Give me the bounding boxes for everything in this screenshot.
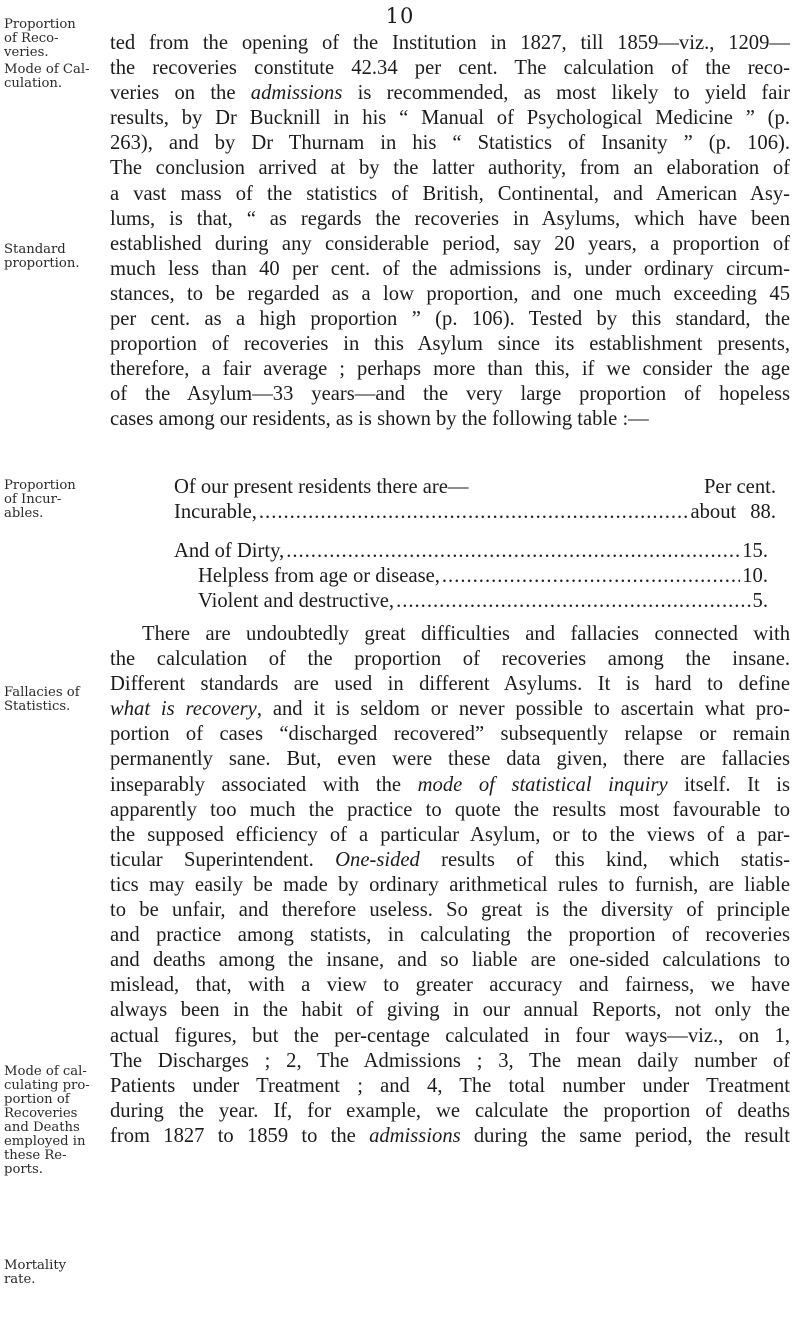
page-number: 10 [385,4,415,28]
table-label-violent: Violent and destructive, [198,590,395,612]
margin-note-proportion-incurables: Proportion of Incur-ables. [4,478,76,521]
table-label-dirty: And of Dirty, [174,540,285,562]
italic-text: admissions [250,82,343,105]
italic-text: One-sided [335,848,420,871]
table-value-dirty: 15. [742,540,768,562]
table-heading: Of our present residents there are— [174,476,469,498]
italic-text: mode of statistical inquiry [417,773,668,796]
text-line: lums, is that, “ as regards the recoveries in Asylums, which have been [110,207,790,230]
text-line: always been in the habit of giving in our annual Reports, not only the [110,999,790,1022]
text-line: 263), and by Dr Thurnam in his “ Statistics of Insanity ” (p. 106). [110,132,790,155]
italic-text: admissions [369,1124,461,1147]
text-line: of the Asylum—33 years—and the very large proportion of hopeless [110,383,790,406]
text-line: stances, to be regarded as a low proportion, and one much exceeding 45 [110,282,790,305]
text-line: apparently too much the practice to quote the results most favourable to [110,798,790,821]
text-line: much less than 40 per cent. of the admissions is, under ordinary circum- [110,257,790,280]
text-line: tics may easily be made by ordinary arithmetical rules to furnish, are liable [110,873,790,896]
text-line: during the year. If, for example, we calculate the proportion of deaths [110,1099,790,1122]
margin-note-mode-of-calculation: Mode of Cal-culation. [4,62,90,91]
table-value-violent: 5. [752,590,768,612]
leader-dots [442,564,740,589]
table-prefix-about: about [690,501,737,523]
text-line: Different standards are used in different Asylums. It is hard to define [110,673,790,696]
table-unit-header: Per cent. [703,476,776,498]
paragraph-fallacies [110,622,790,1149]
text-line: Patients under Treatment ; and 4, The total number under Treatment [110,1074,790,1097]
text-line: what is recovery, and it is seldom or never possible to ascertain what pro- [110,698,790,721]
text-line: The Discharges ; 2, The Admissions ; 3, The mean daily number of [110,1049,790,1072]
table-value-incurable: 88. [750,501,776,523]
margin-note-standard-proportion: Standard proportion. [4,242,80,271]
text-line: ticular Superintendent. One-sided results of this kind, which statis- [110,848,790,871]
table-row-dirty [174,539,768,564]
margin-note-fallacies: Fallacies of Statistics. [4,685,80,714]
leader-dots [259,500,689,525]
table-label-incurable: Incurable, [174,501,257,523]
text-line: results, by Dr Bucknill in his “ Manual of Psychological Medicine ” (p. [110,107,790,130]
text-line: the recoveries constitute 42.34 per cent. The calculation of the reco- [110,57,790,80]
table-heading-row [174,475,776,500]
text-line: There are undoubtedly great difficulties and fallacies connected with [142,623,790,645]
table-row-helpless [198,564,768,589]
text-line: therefore, a fair average ; perhaps more than this, if we consider the age [110,358,790,381]
text-line: a vast mass of the statistics of British, Continental, and American Asy- [110,182,790,205]
italic-text: what is recovery [110,698,257,721]
text-line: ted from the opening of the Institution in 1827, till 1859—viz., 1209— [110,32,790,54]
text-line: the calculation of the proportion of recoveries among the insane. [110,648,790,671]
text-line: The conclusion arrived at by the latter authority, from an elaboration of [110,157,790,180]
text-line: actual figures, but the per-centage calculated in four ways—viz., on 1, [110,1024,790,1047]
table-value-helpless: 10. [742,565,768,587]
text-line: inseparably associated with the mode of statistical inquiry itself. It is [110,773,790,796]
text-line: veries on the admissions is recommended, as most likely to yield fair [110,82,790,105]
text-line: from 1827 to 1859 to the admissions during the same period, the result [110,1124,790,1147]
table-label-helpless: Helpless from age or disease, [198,565,440,587]
text-line: established during any considerable period, say 20 years, a proportion of [110,232,790,255]
text-line: cases among our residents, as is shown by the following table :— [110,408,649,431]
text-line: mislead, that, with a view to greater accuracy and fairness, we have [110,974,790,997]
margin-note-mode-of-calculating: Mode of cal-culating pro-portion of Recoveries and Deaths employed in these Re-ports. [4,1064,90,1177]
leader-dots [286,539,740,564]
leader-dots [396,589,750,614]
text-line: and deaths among the insane, and so liable are one-sided calculations to [110,949,790,972]
margin-note-proportion-recoveries: Proportion of Reco-veries. [4,17,76,60]
paragraph-recoveries [110,31,790,433]
margin-note-mortality-rate: Mortality rate. [4,1258,67,1287]
table-row-incurable [174,500,776,525]
text-line: per cent. as a high proportion ” (p. 106). Tested by this standard, the [110,308,790,331]
table-row-violent [198,589,768,614]
text-line: and practice among statists, in calculating the proportion of recoveries [110,924,790,947]
text-line: the supposed efficiency of a particular Asylum, or to the views of a par- [110,823,790,846]
text-line: to be unfair, and therefore useless. So great is the diversity of principle [110,899,790,922]
text-line: proportion of recoveries in this Asylum since its establishment presents, [110,333,790,356]
text-line: portion of cases “discharged recovered” subsequently relapse or remain [110,723,790,746]
text-line: permanently sane. But, even were these data given, there are fallacies [110,748,790,771]
